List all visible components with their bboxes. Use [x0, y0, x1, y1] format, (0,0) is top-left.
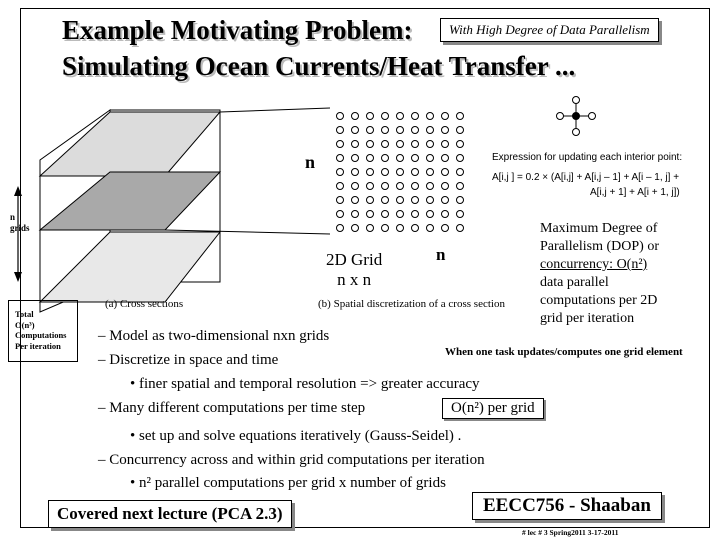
grid-point — [367, 197, 374, 204]
slide-title-line2: Simulating Ocean Currents/Heat Transfer ... — [62, 51, 576, 81]
grid-point — [427, 113, 434, 120]
grid-point — [337, 225, 344, 232]
grid-point — [367, 155, 374, 162]
grid-point — [382, 113, 389, 120]
stencil-icon — [557, 97, 596, 136]
n-grids-label — [10, 212, 30, 234]
grid-point — [337, 197, 344, 204]
grid-point — [427, 155, 434, 162]
grid-2d-line2: n x n — [337, 270, 372, 289]
n-label-grid: n — [305, 152, 316, 172]
grid-point — [382, 197, 389, 204]
grid-point — [367, 169, 374, 176]
zoom-line-top — [220, 108, 330, 112]
grid-point — [337, 127, 344, 134]
bullet-finer-resolution: • finer spatial and temporal resolution => greater accuracy — [130, 376, 480, 392]
total-line4: Per iteration — [15, 340, 61, 351]
grid-point — [397, 225, 404, 232]
cross-section-top — [40, 112, 220, 176]
bullet-concurrency: – Concurrency across and within grid computations per iteration — [98, 452, 485, 468]
grid-point — [367, 211, 374, 218]
data-parallelism-badge: With High Degree of Data Parallelism — [440, 18, 659, 42]
grid-point — [397, 141, 404, 148]
caption-spatial-discretization: (b) Spatial discretization of a cross section — [318, 298, 505, 310]
grid-point — [397, 127, 404, 134]
bullet-many-computations: – Many different computations per time step — [98, 400, 366, 416]
grid-point — [412, 225, 419, 232]
grid-point — [427, 127, 434, 134]
grid-point — [367, 183, 374, 190]
discretization-grid — [337, 113, 464, 232]
dop-line4: data parallel — [540, 275, 609, 290]
expression-line1: A[i,j ] = 0.2 × (A[i,j] + A[i,j – 1] + A[i – 1, j] + — [492, 172, 680, 183]
per-grid-box: O(n²) per grid — [442, 398, 544, 419]
cross-section-middle — [40, 172, 220, 230]
slide-title-line1: Example Motivating Problem: — [62, 15, 413, 45]
total-line3: Computations — [15, 330, 67, 340]
grid-point — [352, 169, 359, 176]
bullet-discretize: – Discretize in space and time — [98, 352, 279, 368]
grid-point — [442, 127, 449, 134]
grid-point — [457, 141, 464, 148]
grid-point — [427, 141, 434, 148]
grid-point — [457, 127, 464, 134]
grid-point — [442, 197, 449, 204]
grid-point — [397, 113, 404, 120]
grid-point — [382, 141, 389, 148]
grid-point — [352, 225, 359, 232]
caption-cross-sections: (a) Cross sections — [105, 298, 184, 310]
grid-point — [427, 211, 434, 218]
grid-point — [427, 225, 434, 232]
grid-point — [457, 169, 464, 176]
dop-line5: computations per 2D — [540, 293, 658, 308]
grid-point — [457, 155, 464, 162]
grid-point — [412, 127, 419, 134]
grid-point — [382, 183, 389, 190]
grid-point — [397, 183, 404, 190]
expression-caption: Expression for updating each interior point: — [492, 152, 683, 163]
grid-point — [352, 183, 359, 190]
grid-point — [457, 211, 464, 218]
grid-point — [397, 211, 404, 218]
grid-point — [397, 197, 404, 204]
course-badge: EECC756 - Shaaban — [472, 492, 662, 520]
grid-point — [382, 225, 389, 232]
grid-point — [367, 127, 374, 134]
total-line2: O(n³) — [15, 319, 35, 330]
grid-point — [367, 141, 374, 148]
grid-point — [412, 183, 419, 190]
grid-point — [442, 169, 449, 176]
grid-point — [412, 169, 419, 176]
covered-next-lecture-box: Covered next lecture (PCA 2.3) — [48, 500, 292, 528]
grid-point — [427, 169, 434, 176]
grid-point — [382, 155, 389, 162]
grid-point — [457, 113, 464, 120]
grid-point — [457, 197, 464, 204]
grid-point — [442, 113, 449, 120]
grid-point — [457, 183, 464, 190]
bullet-parallel-computations: • n² parallel computations per grid x number of grids — [130, 475, 446, 491]
grid-point — [442, 211, 449, 218]
grid-point — [397, 155, 404, 162]
grid-point — [427, 197, 434, 204]
total-computations-box — [8, 300, 78, 362]
grid-point — [412, 197, 419, 204]
grid-point — [412, 141, 419, 148]
grid-point — [442, 225, 449, 232]
grid-point — [352, 113, 359, 120]
total-line1: Total — [15, 309, 34, 319]
grid-point — [442, 141, 449, 148]
n-label-side: n — [436, 245, 446, 264]
grid-point — [367, 113, 374, 120]
grid-2d-label — [326, 250, 382, 290]
grid-point — [352, 141, 359, 148]
n-grids-line2: grids — [10, 223, 30, 233]
grid-point — [412, 211, 419, 218]
grid-point — [382, 169, 389, 176]
grid-point — [442, 183, 449, 190]
dop-line2: Parallelism (DOP) or — [540, 239, 659, 254]
grid-point — [427, 183, 434, 190]
arrow-head-down — [14, 272, 22, 282]
bullet-gauss-seidel: • set up and solve equations iteratively (Gauss-Seidel) . — [130, 428, 462, 444]
grid-point — [382, 211, 389, 218]
grid-point — [337, 169, 344, 176]
grid-point — [337, 141, 344, 148]
grid-point — [352, 197, 359, 204]
grid-point — [337, 113, 344, 120]
grid-point — [352, 155, 359, 162]
grid-point — [412, 155, 419, 162]
arrow-head-up — [14, 186, 22, 196]
bullet-model: – Model as two-dimensional nxn grids — [98, 328, 330, 344]
grid-point — [442, 155, 449, 162]
grid-point — [337, 155, 344, 162]
cross-section-bottom — [40, 232, 220, 302]
grid-2d-line1: 2D Grid — [326, 250, 383, 269]
footer-meta: # lec # 3 Spring2011 3-17-2011 — [522, 528, 619, 537]
expression-line2: A[i,j + 1] + A[i + 1, j]) — [590, 187, 680, 198]
dop-line3: concurrency: O(n²) — [540, 257, 648, 272]
grid-point — [337, 183, 344, 190]
grid-point — [457, 225, 464, 232]
dop-line1: Maximum Degree of — [540, 221, 658, 236]
grid-point — [352, 211, 359, 218]
n-grids-line1: n — [10, 212, 16, 222]
grid-point — [352, 127, 359, 134]
dop-box — [540, 220, 705, 328]
grid-point — [412, 113, 419, 120]
grid-point — [397, 169, 404, 176]
grid-point — [337, 211, 344, 218]
grid-point — [367, 225, 374, 232]
dop-line6: grid per iteration — [540, 311, 635, 326]
when-note: When one task updates/computes one grid element — [445, 346, 683, 358]
grid-point — [382, 127, 389, 134]
